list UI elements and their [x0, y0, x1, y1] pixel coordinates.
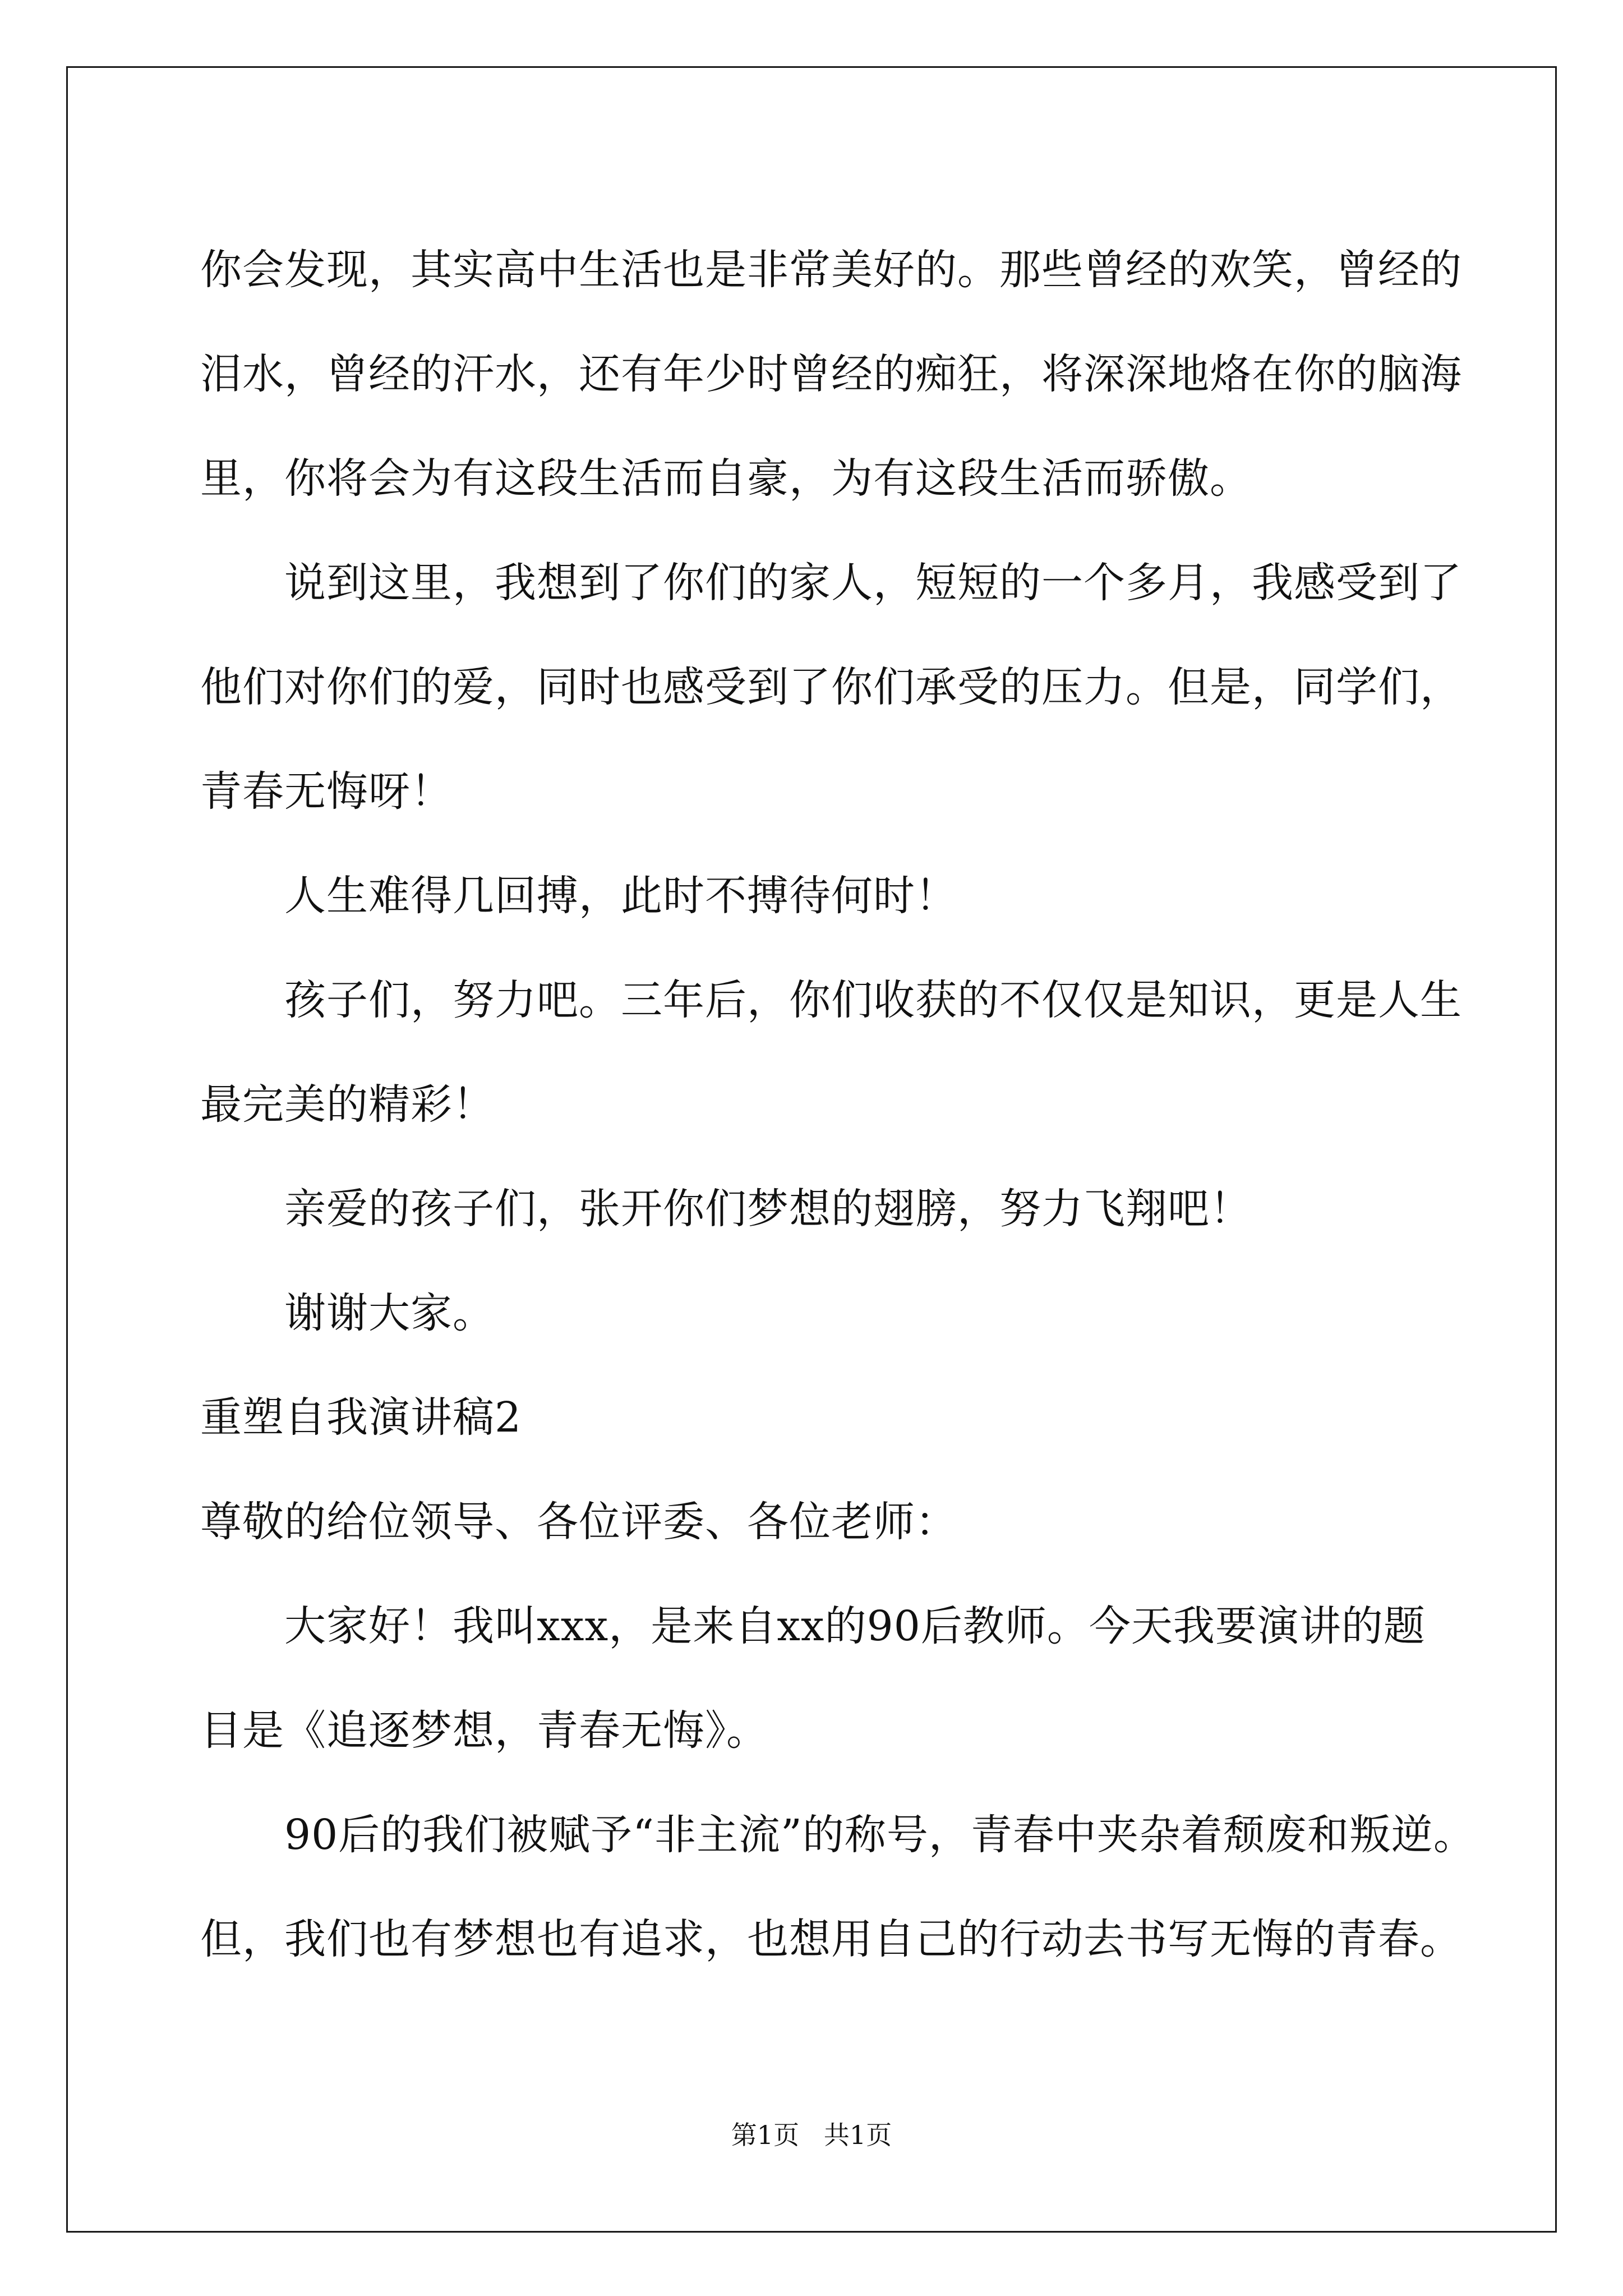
- section-title: [200, 1365, 1434, 1470]
- salutation: [200, 1470, 1434, 1574]
- document-body: [200, 218, 1476, 1991]
- text-line: 大家好！我叫xxx，是来自xx的90后教师。今天我要演讲的题: [284, 1602, 1426, 1650]
- text-line: 尊敬的给位领导、各位评委、各位老师：: [200, 1498, 957, 1546]
- text-line: 最完美的精彩！: [200, 1080, 495, 1129]
- text-line: 他们对你们的爱，同时也感受到了你们承受的压力。但是，同学们，: [200, 663, 1462, 711]
- text-line: 重塑自我演讲稿2: [200, 1393, 522, 1442]
- text-line: 青春无悔呀！: [200, 767, 453, 816]
- paragraph: [200, 1574, 1434, 1783]
- paragraph: [200, 844, 1434, 948]
- page-footer: 第1页 共1页: [731, 2120, 892, 2150]
- paragraph: [200, 531, 1462, 844]
- text-line: 90后的我们被赋予“非主流”的称号，青春中夹杂着颓废和叛逆。: [284, 1811, 1476, 1859]
- paragraph: [200, 1261, 1434, 1365]
- text-line: 目是《追逐梦想，青春无悔》。: [200, 1706, 768, 1755]
- text-line: 孩子们，努力吧。三年后，你们收获的不仅仅是知识，更是人生: [284, 976, 1462, 1024]
- text-line: 说到这里，我想到了你们的家人，短短的一个多月，我感受到了: [284, 559, 1462, 607]
- paragraph: [200, 218, 1462, 531]
- text-line: 但，我们也有梦想也有追求，也想用自己的行动去书写无悔的青春。: [200, 1915, 1462, 1963]
- paragraph: [200, 948, 1462, 1157]
- text-line: 你会发现，其实高中生活也是非常美好的。那些曾经的欢笑，曾经的: [200, 246, 1462, 294]
- text-line: 人生难得几回搏，此时不搏待何时！: [284, 872, 957, 920]
- paragraph: [200, 1157, 1434, 1261]
- text-line: 亲爱的孩子们，张开你们梦想的翅膀，努力飞翔吧！: [284, 1185, 1252, 1233]
- paragraph: [200, 1783, 1476, 1991]
- text-line: 谢谢大家。: [284, 1289, 495, 1337]
- text-line: 泪水，曾经的汗水，还有年少时曾经的痴狂，将深深地烙在你的脑海: [200, 350, 1462, 398]
- text-line: 里，你将会为有这段生活而自豪，为有这段生活而骄傲。: [200, 454, 1252, 503]
